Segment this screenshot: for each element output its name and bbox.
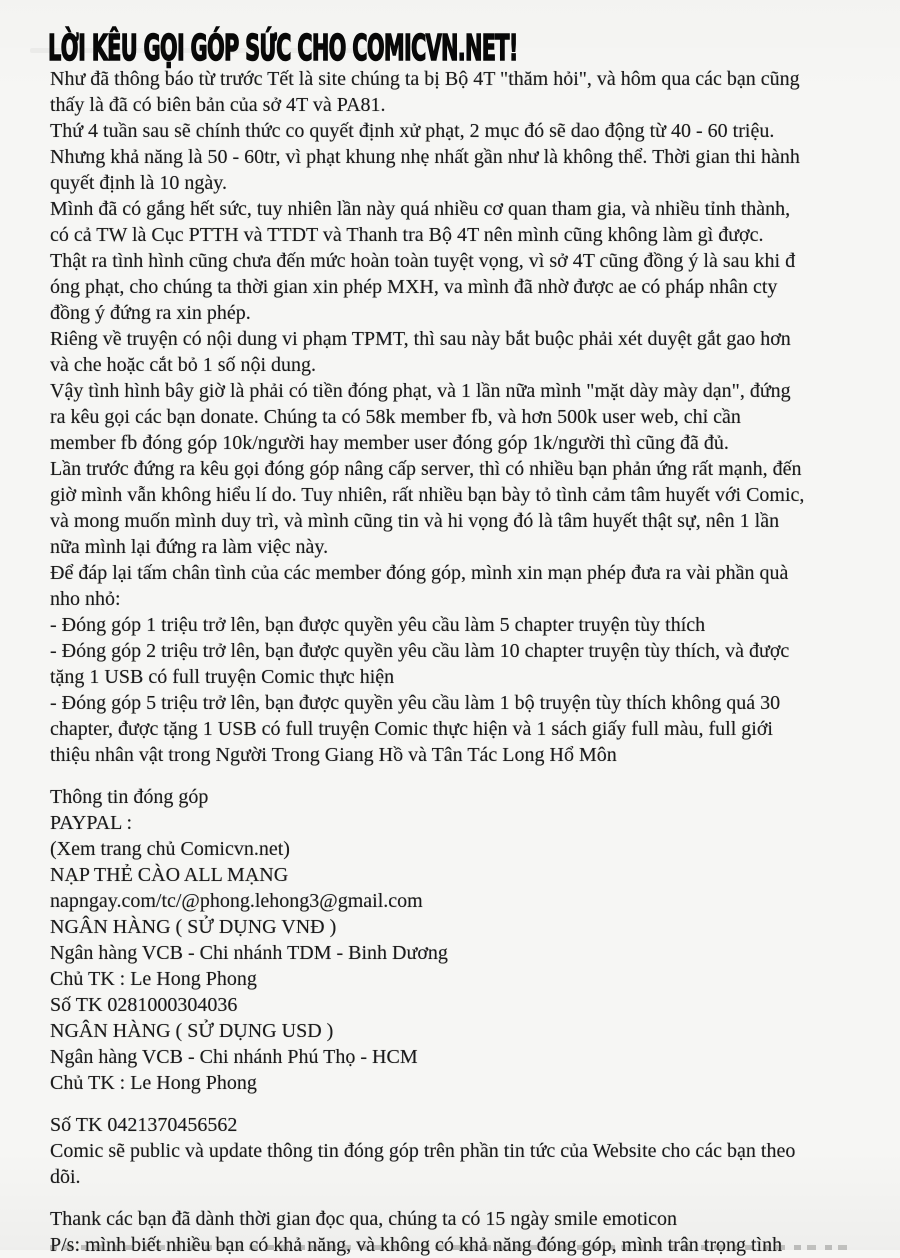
text-line: và mong muốn mình duy trì, và mình cũng tin và hi vọng đó là tâm huyết thật sự, nên 1 lần [50, 510, 780, 532]
text-line: Thứ 4 tuần sau sẽ chính thức co quyết định xử phạt, 2 mục đó sẽ dao động từ 40 - 60 triệu. [50, 120, 775, 142]
text-line: NẠP THẺ CÀO ALL MẠNG [50, 864, 289, 886]
page-title: LỜI KÊU GỌI GÓP SỨC CHO COMICVN.NET! [48, 27, 518, 69]
text-line: nho nhỏ: [50, 588, 121, 610]
text-line: có cả TW là Cục PTTH và TTDT và Thanh tra Bộ 4T nên mình cũng không làm gì được. [50, 224, 764, 246]
text-line: quyết định là 10 ngày. [50, 172, 228, 194]
text-line: - Đóng góp 1 triệu trở lên, bạn được quyền yêu cầu làm 5 chapter truyện tùy thích [50, 614, 706, 636]
text-line: NGÂN HÀNG ( SỬ DỤNG VNĐ ) [50, 916, 337, 938]
text-line: Số TK 0281000304036 [50, 994, 238, 1016]
text-line: - Đóng góp 2 triệu trở lên, bạn được quyền yêu cầu làm 10 chapter truyện tùy thích, và được [50, 640, 790, 662]
text-line: Để đáp lại tấm chân tình của các member đóng góp, mình xin mạn phép đưa ra vài phần quà [50, 562, 789, 584]
text-line: Số TK 0421370456562 [50, 1114, 238, 1136]
text-line: giờ mình vẫn không hiểu lí do. Tuy nhiên, rất nhiều bạn bày tỏ tình cảm tâm huyết với Comic, [50, 484, 805, 506]
text-line: Thông tin đóng góp [50, 786, 209, 808]
text-line: Ngân hàng VCB - Chi nhánh Phú Thọ - HCM [50, 1046, 418, 1068]
text-line: Chủ TK : Le Hong Phong [50, 1072, 257, 1094]
text-line: (Xem trang chủ Comicvn.net) [50, 838, 290, 860]
text-line: ra kêu gọi các bạn donate. Chúng ta có 58k member fb, và hơn 500k user web, chỉ cần [50, 406, 741, 428]
text-line: Thật ra tình hình cũng chưa đến mức hoàn toàn tuyệt vọng, vì sở 4T cũng đồng ý là sau khi đ [50, 250, 796, 272]
text-line: chapter, được tặng 1 USB có full truyện Comic thực hiện và 1 sách giấy full màu, full giới [50, 718, 773, 740]
text-line [50, 1190, 896, 1206]
text-line: Nhưng khả năng là 50 - 60tr, vì phạt khung nhẹ nhất gần như là không thể. Thời gian thi hành [50, 146, 800, 168]
text-line: tặng 1 USB có full truyện Comic thực hiện [50, 666, 395, 688]
text-line: member fb đóng góp 10k/người hay member user đóng góp 1k/người thì cũng đã đủ. [50, 432, 729, 454]
clipped-bottom-text-line [50, 1245, 850, 1250]
text-line: Như đã thông báo từ trước Tết là site chúng ta bị Bộ 4T "thăm hỏi", và hôm qua các bạn cũng [50, 68, 800, 90]
text-line: và che hoặc cắt bỏ 1 số nội dung. [50, 354, 317, 376]
text-line: NGÂN HÀNG ( SỬ DỤNG USD ) [50, 1020, 334, 1042]
text-line: PAYPAL : [50, 812, 133, 834]
text-line [50, 768, 896, 784]
text-line: óng phạt, cho chúng ta thời gian xin phép MXH, va mình đã nhờ được ae có pháp nhân cty [50, 276, 778, 298]
text-line: Ngân hàng VCB - Chi nhánh TDM - Binh Dương [50, 942, 448, 964]
text-line: dõi. [50, 1166, 81, 1188]
text-line: Thank các bạn đã dành thời gian đọc qua, chúng ta có 15 ngày smile emoticon [50, 1208, 678, 1230]
text-line: thiệu nhân vật trong Người Trong Giang Hồ và Tân Tác Long Hổ Môn [50, 744, 617, 766]
text-line: đồng ý đứng ra xin phép. [50, 302, 251, 324]
scan-artifact-smudge [30, 48, 370, 53]
text-line: P/s: mình biết nhiều bạn có khả năng, và không có khả năng đóng góp, mình trân trọng tình [50, 1234, 783, 1256]
text-line: Lần trước đứng ra kêu gọi đóng góp nâng cấp server, thì có nhiều bạn phản ứng rất mạnh, đến [50, 458, 802, 480]
text-line: nữa mình lại đứng ra làm việc này. [50, 536, 329, 558]
text-line: Mình đã có gắng hết sức, tuy nhiên lần này quá nhiều cơ quan tham gia, và nhiều tỉnh thành, [50, 198, 791, 220]
text-line: Comic sẽ public và update thông tin đóng góp trên phần tin tức của Website cho các bạn theo [50, 1140, 796, 1162]
text-line: Vậy tình hình bây giờ là phải có tiền đóng phạt, và 1 lần nữa mình "mặt dày mày dạn", đứng [50, 380, 791, 402]
text-line: - Đóng góp 5 triệu trở lên, bạn được quyền yêu cầu làm 1 bộ truyện tùy thích không quá 30 [50, 692, 781, 714]
text-line: Chủ TK : Le Hong Phong [50, 968, 257, 990]
text-line: napngay.com/tc/@phong.lehong3@gmail.com [50, 890, 423, 912]
text-line: Riêng về truyện có nội dung vi phạm TPMT, thì sau này bắt buộc phải xét duyệt gắt gao hơn [50, 328, 791, 350]
text-line: thấy là đã có biên bản của sở 4T và PA81. [50, 94, 386, 116]
text-line [50, 1096, 896, 1112]
announcement-text-body [50, 66, 896, 1258]
